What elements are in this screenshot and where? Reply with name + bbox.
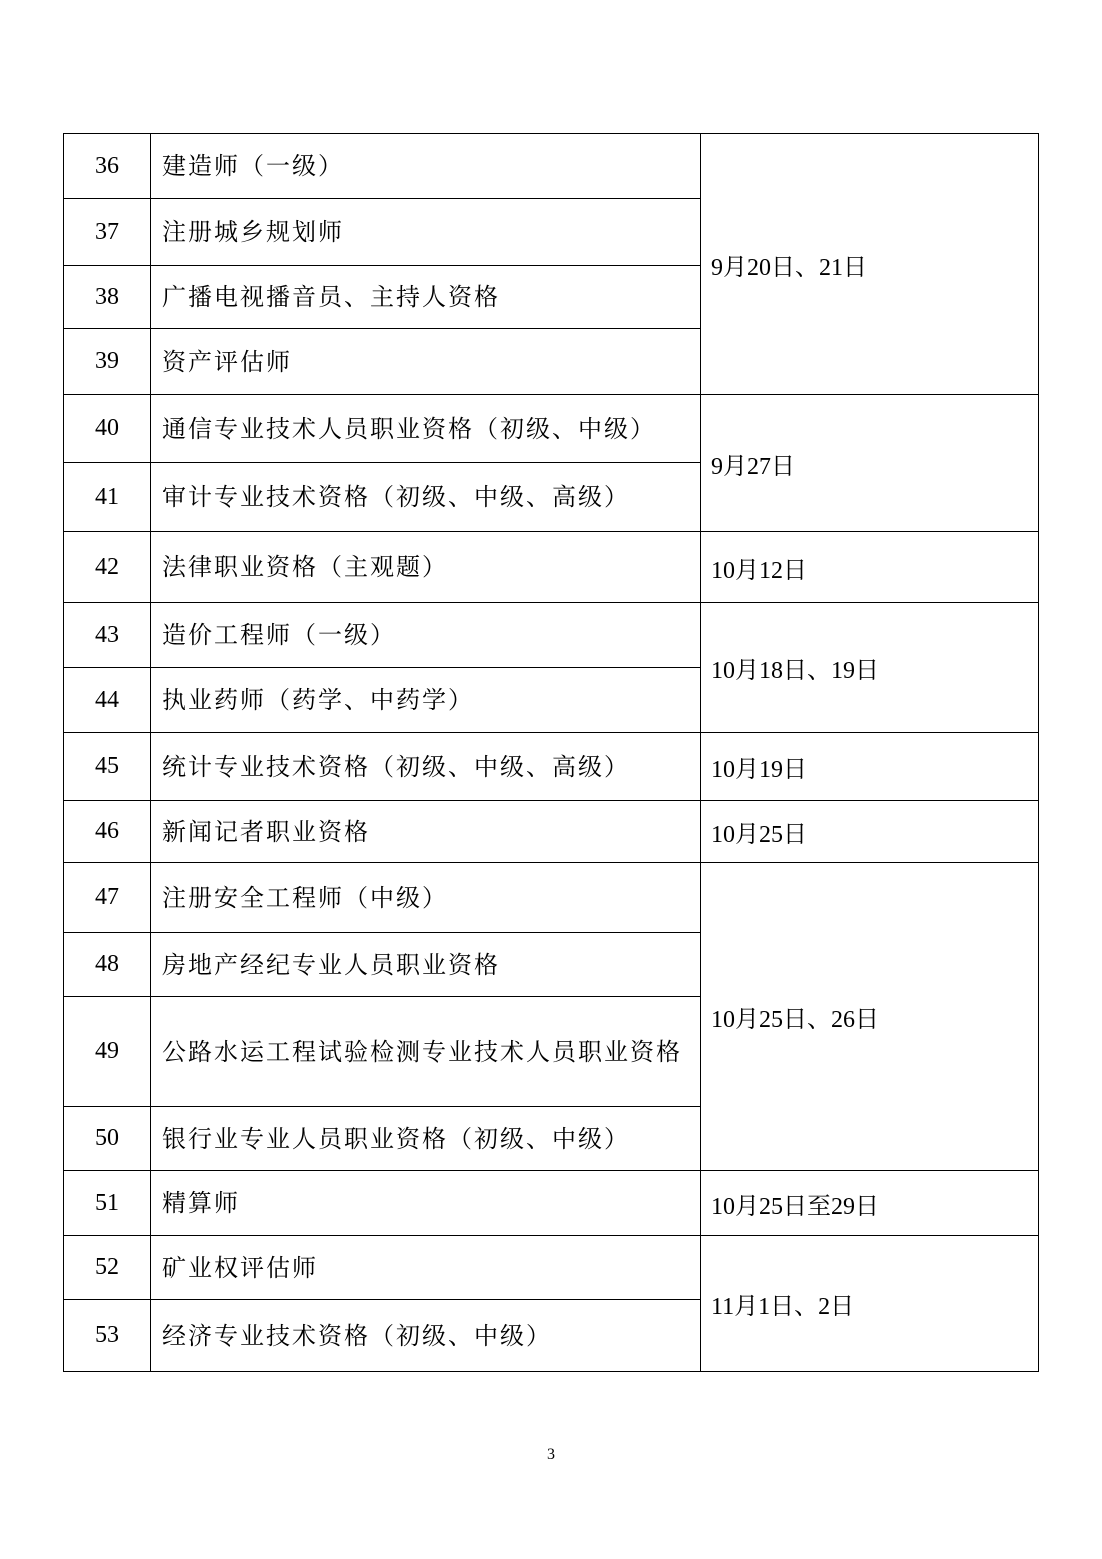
exam-date: 10月25日、26日 — [701, 863, 1039, 1171]
exam-name: 精算师 — [151, 1171, 701, 1236]
table-row — [64, 863, 1039, 933]
row-number: 49 — [64, 997, 151, 1107]
row-number: 43 — [64, 603, 151, 668]
exam-name: 公路水运工程试验检测专业技术人员职业资格 — [151, 997, 701, 1107]
exam-name: 执业药师（药学、中药学） — [151, 668, 701, 733]
row-number: 46 — [64, 801, 151, 863]
exam-name: 审计专业技术资格（初级、中级、高级） — [151, 463, 701, 532]
table-row — [64, 1171, 1039, 1236]
exam-date: 9月20日、21日 — [701, 134, 1039, 395]
exam-date: 10月25日至29日 — [701, 1171, 1039, 1236]
exam-name: 银行业专业人员职业资格（初级、中级） — [151, 1107, 701, 1171]
row-number: 40 — [64, 395, 151, 463]
exam-date: 10月25日 — [701, 801, 1039, 863]
exam-date: 11月1日、2日 — [701, 1236, 1039, 1372]
row-number: 53 — [64, 1300, 151, 1372]
row-number: 39 — [64, 329, 151, 395]
exam-date: 10月19日 — [701, 733, 1039, 801]
row-number: 42 — [64, 532, 151, 603]
exam-name: 统计专业技术资格（初级、中级、高级） — [151, 733, 701, 801]
exam-name: 资产评估师 — [151, 329, 701, 395]
table-body — [64, 134, 1039, 1372]
row-number: 36 — [64, 134, 151, 199]
exam-name: 房地产经纪专业人员职业资格 — [151, 933, 701, 997]
exam-name: 注册安全工程师（中级） — [151, 863, 701, 933]
exam-name: 法律职业资格（主观题） — [151, 532, 701, 603]
row-number: 37 — [64, 199, 151, 266]
row-number: 50 — [64, 1107, 151, 1171]
exam-name: 通信专业技术人员职业资格（初级、中级） — [151, 395, 701, 463]
row-number: 52 — [64, 1236, 151, 1300]
table-row — [64, 134, 1039, 199]
table-row — [64, 733, 1039, 801]
exam-name: 造价工程师（一级） — [151, 603, 701, 668]
page-number: 3 — [547, 1446, 555, 1463]
exam-date: 10月18日、19日 — [701, 603, 1039, 733]
row-number: 38 — [64, 266, 151, 329]
row-number: 41 — [64, 463, 151, 532]
exam-date: 9月27日 — [701, 395, 1039, 532]
exam-date: 10月12日 — [701, 532, 1039, 603]
row-number: 45 — [64, 733, 151, 801]
exam-name: 新闻记者职业资格 — [151, 801, 701, 863]
row-number: 47 — [64, 863, 151, 933]
exam-name: 广播电视播音员、主持人资格 — [151, 266, 701, 329]
exam-name: 矿业权评估师 — [151, 1236, 701, 1300]
table-row — [64, 532, 1039, 603]
exam-name: 经济专业技术资格（初级、中级） — [151, 1300, 701, 1372]
table-row — [64, 1236, 1039, 1300]
table-row — [64, 603, 1039, 668]
exam-name: 注册城乡规划师 — [151, 199, 701, 266]
exam-schedule-table — [63, 133, 1039, 1372]
row-number: 48 — [64, 933, 151, 997]
exam-name: 建造师（一级） — [151, 134, 701, 199]
table-row — [64, 801, 1039, 863]
row-number: 44 — [64, 668, 151, 733]
row-number: 51 — [64, 1171, 151, 1236]
table-row — [64, 395, 1039, 463]
